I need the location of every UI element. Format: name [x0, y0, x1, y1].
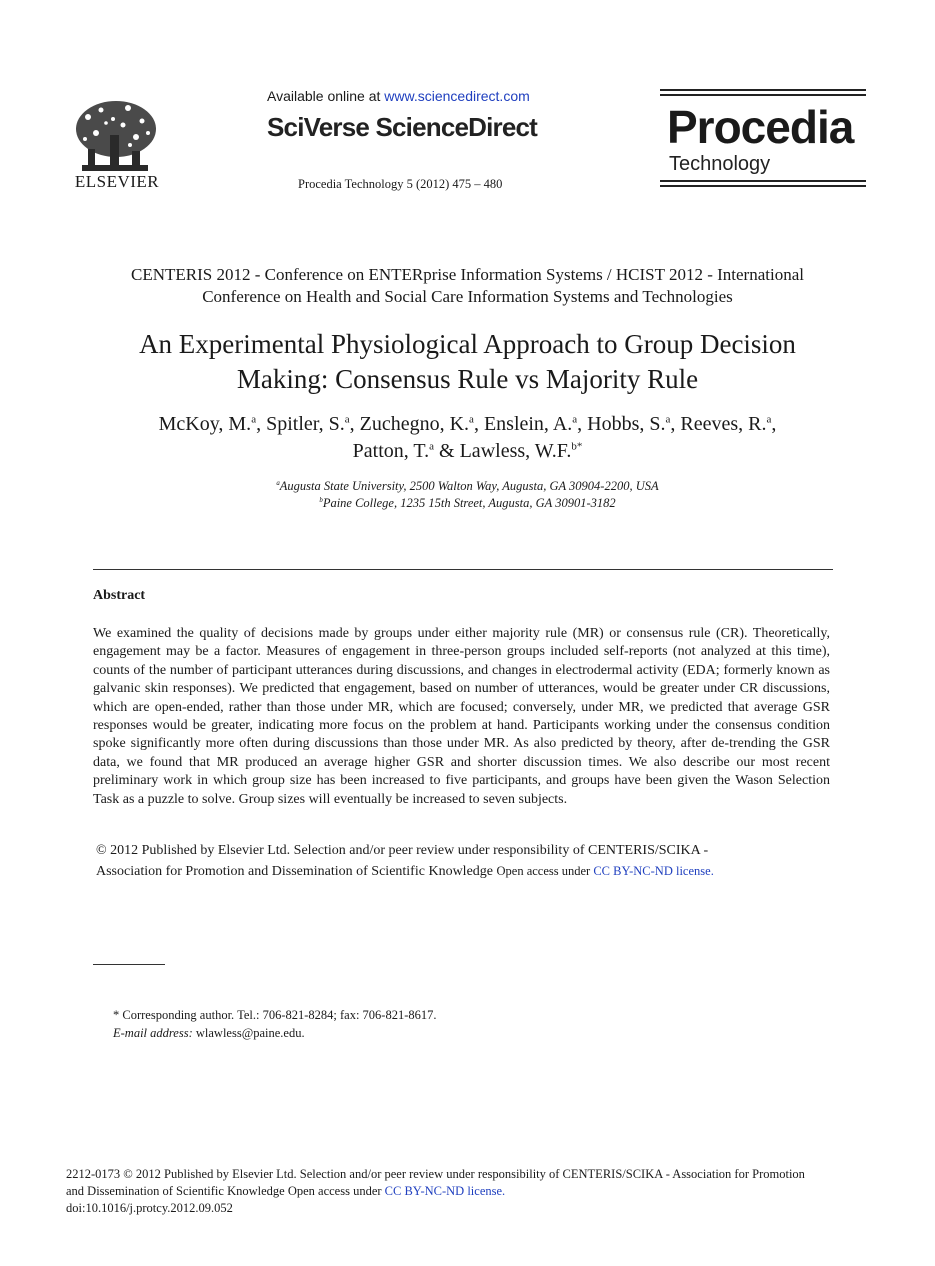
- title-line-1: An Experimental Physiological Approach to Group Decision: [139, 329, 796, 359]
- authors-line-1: [80, 411, 855, 438]
- author-affil-mark: b*: [571, 440, 583, 453]
- authors-line-2: [80, 438, 855, 465]
- title-line-2: Making: Consensus Rule vs Majority Rule: [236, 364, 699, 394]
- author-affil-mark: a: [766, 413, 772, 426]
- abstract-top-rule: [93, 569, 833, 570]
- procedia-logo-title: Procedia: [667, 101, 854, 153]
- license-link[interactable]: CC BY-NC-ND license.: [593, 864, 714, 878]
- author-affil-mark: a: [429, 440, 435, 453]
- bottom-license-link[interactable]: CC BY-NC-ND license.: [384, 1184, 506, 1198]
- conference-name: [80, 264, 855, 308]
- author-sep: ,: [577, 413, 588, 435]
- copyright-line-2: [96, 861, 796, 882]
- author-affil-mark: a: [344, 413, 350, 426]
- affiliations: [80, 478, 855, 512]
- footnote-rule: [93, 964, 165, 965]
- author-name: Hobbs, S.: [587, 413, 666, 435]
- copyright-notice: [96, 841, 796, 882]
- sciverse-sciencedirect-logo: SciVerse ScienceDirect: [267, 112, 538, 142]
- elsevier-wordmark: ELSEVIER: [74, 172, 160, 191]
- author-sep: ,: [473, 413, 484, 435]
- corresponding-author-note: * Corresponding author. Tel.: 706-821-8284; fax: 706-821-8617.: [113, 1008, 437, 1022]
- author-name: Enslein, A.: [483, 413, 573, 435]
- author-sep: ,: [349, 413, 360, 435]
- copyright-association: Association for Promotion and Dissemination of Scientific Knowledge: [96, 864, 493, 879]
- procedia-logo-subtitle: Technology: [669, 153, 771, 175]
- email-line: [113, 1024, 437, 1042]
- author-name: Spitler, S.: [266, 413, 345, 435]
- affiliation-b: [80, 495, 855, 512]
- author-sep: ,: [670, 413, 681, 435]
- author-name: Reeves, R.: [680, 413, 767, 435]
- bottom-line-2: [66, 1183, 866, 1200]
- open-access-prefix: Open access under: [496, 864, 594, 878]
- email-value: wlawless@paine.edu.: [192, 1026, 305, 1040]
- procedia-technology-logo: [660, 89, 866, 189]
- doi: doi:10.1016/j.protcy.2012.09.052: [66, 1201, 233, 1215]
- author-name: McKoy, M.: [158, 413, 252, 435]
- author-affil-mark: a: [251, 413, 257, 426]
- bottom-open-access-prefix: Open access under: [287, 1184, 385, 1198]
- author-affil-mark: a: [469, 413, 474, 426]
- author-name: Patton, T.: [352, 440, 430, 462]
- affil-mark: a: [276, 479, 280, 487]
- affiliation-a: [80, 478, 855, 495]
- conference-line-1: CENTERIS 2012 - Conference on ENTERprise Information Systems / HCIST 2012 - International: [131, 265, 804, 284]
- author-sep: ,: [256, 413, 267, 435]
- author-list: [80, 411, 855, 465]
- conference-line-2: Conference on Health and Social Care Information Systems and Technologies: [202, 287, 733, 306]
- available-online-line: [267, 88, 530, 104]
- available-prefix: Available online at: [267, 88, 385, 104]
- author-sep: ,: [771, 413, 777, 435]
- affil-text: Augusta State University, 2500 Walton Way, Augusta, GA 30904-2200, USA: [279, 479, 659, 493]
- sciencedirect-link[interactable]: www.sciencedirect.com: [384, 88, 530, 104]
- bottom-line-1: 2212-0173 © 2012 Published by Elsevier Ltd. Selection and/or peer review under responsibility of CENTERIS/SCIKA - Association for Promotion: [66, 1167, 805, 1181]
- article-title: [80, 327, 855, 397]
- copyright-line-1: © 2012 Published by Elsevier Ltd. Selection and/or peer review under responsibility of CENTERIS/SCIKA -: [96, 843, 709, 858]
- bottom-association: and Dissemination of Scientific Knowledge: [66, 1184, 285, 1198]
- journal-reference: Procedia Technology 5 (2012) 475 – 480: [298, 177, 503, 191]
- author-affil-mark: a: [572, 413, 578, 426]
- affil-mark: b: [319, 496, 323, 504]
- author-affil-mark: a: [665, 413, 671, 426]
- author-name: Zuchegno, K.: [359, 413, 470, 435]
- bottom-copyright: [66, 1166, 866, 1217]
- footnote: [113, 1006, 437, 1042]
- author-name: Lawless, W.F.: [459, 440, 572, 462]
- abstract-body: We examined the quality of decisions made by groups under either majority rule (MR) or consensus rule (CR). Theoretically, engagement may be a factor. Measures of engagement in three-person groups included self-reports (not analyzed at this time), counts of the number of participant utterances during discussions, and changes in electrodermal activity (EDA; formerly known as galvanic skin responses). We predicted that engagement, based on number of utterances, would be greater under CR discussions, which are open-ended, rather than those under MR, which are focused; conversely, under MR, we predicted that average GSR responses would be greater, indicating more focus on the problem at hand. Participants working under the consensus condition spoke significantly more often during discussions than those under MR. As also predicted by theory, after de-trending the GSR data, we found that MR produced an average higher GSR and shorter discussion times. We also describe our most recent preliminary work in which group size has been increased to five participants, and groups have been given the Wason Selection Task as a puzzle to solve. Group sizes will eventually be increased to seven subjects.: [93, 626, 830, 807]
- abstract-heading: Abstract: [93, 588, 146, 603]
- email-label: E-mail address:: [113, 1026, 193, 1040]
- author-sep: &: [434, 440, 460, 462]
- affil-text: Paine College, 1235 15th Street, Augusta, GA 30901-3182: [322, 496, 616, 510]
